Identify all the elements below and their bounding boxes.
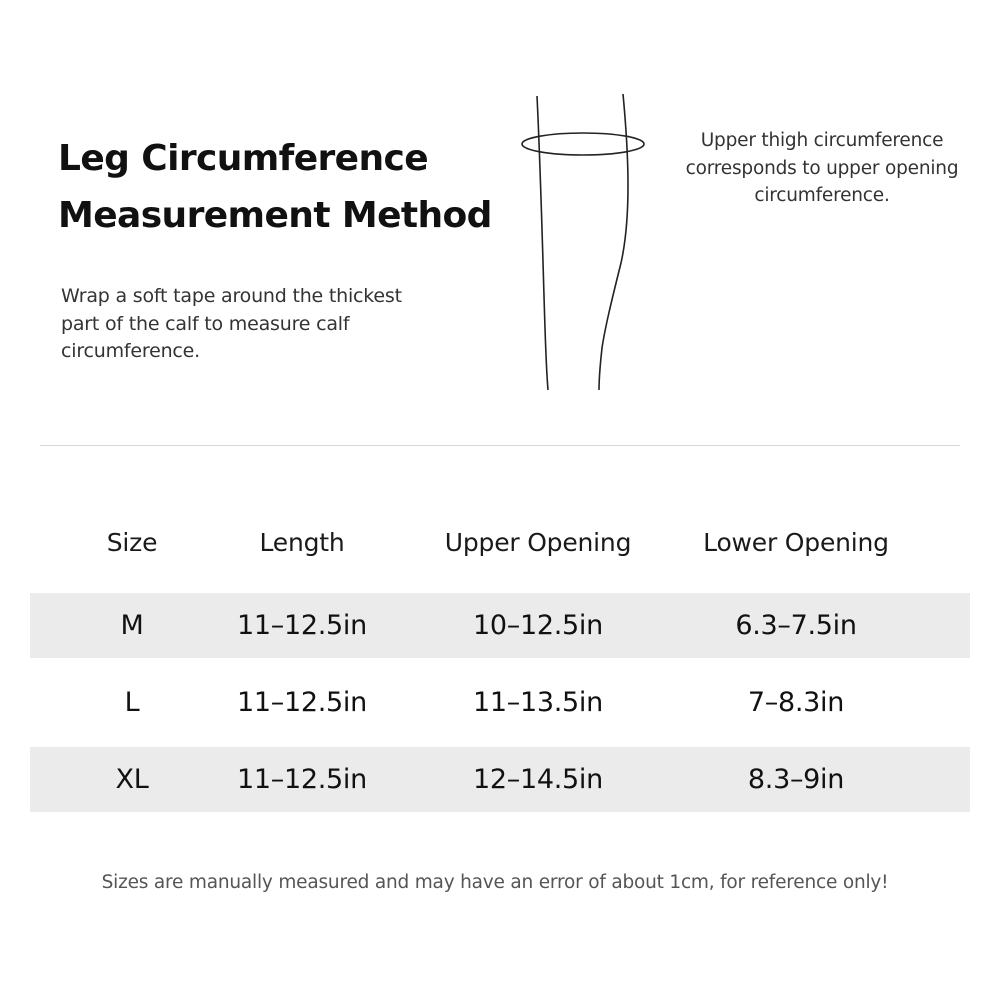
measuring-loop xyxy=(522,133,644,155)
length-cell: 11–12.5in xyxy=(237,610,367,641)
leg-measurement-icon xyxy=(505,88,665,393)
upper-opening-cell: 10–12.5in xyxy=(473,610,603,641)
calf-measurement-instructions: Wrap a soft tape around the thickest part of the calf to measure calf circumference. xyxy=(61,285,402,362)
title-line-1: Leg Circumference xyxy=(58,138,429,179)
table-row xyxy=(30,670,970,735)
page-title xyxy=(58,130,492,244)
lower-opening-cell: 6.3–7.5in xyxy=(735,610,857,641)
size-cell: XL xyxy=(115,764,149,795)
size-cell: L xyxy=(124,687,140,718)
lower-opening-cell: 7–8.3in xyxy=(747,687,845,718)
table-row xyxy=(30,593,970,658)
leg-left-outline xyxy=(537,96,548,390)
size-cell: M xyxy=(120,610,144,641)
table-row xyxy=(30,747,970,812)
title-line-2: Measurement Method xyxy=(58,195,492,236)
header-size: Size xyxy=(106,528,158,557)
size-chart-table xyxy=(30,510,970,812)
header-length: Length xyxy=(259,528,345,557)
section-divider xyxy=(40,445,960,446)
upper-opening-cell: 11–13.5in xyxy=(473,687,603,718)
disclaimer-note: Sizes are manually measured and may have an error of about 1cm, for reference only! xyxy=(101,872,889,893)
table-header-row xyxy=(30,510,970,575)
length-cell: 11–12.5in xyxy=(237,764,367,795)
header-lower-opening: Lower Opening xyxy=(703,528,889,557)
header-upper-opening: Upper Opening xyxy=(444,528,632,557)
upper-thigh-note: Upper thigh circumference corresponds to upper opening circumference. xyxy=(685,130,959,206)
upper-opening-cell: 12–14.5in xyxy=(473,764,603,795)
length-cell: 11–12.5in xyxy=(237,687,367,718)
lower-opening-cell: 8.3–9in xyxy=(747,764,845,795)
leg-right-outline xyxy=(599,94,628,390)
